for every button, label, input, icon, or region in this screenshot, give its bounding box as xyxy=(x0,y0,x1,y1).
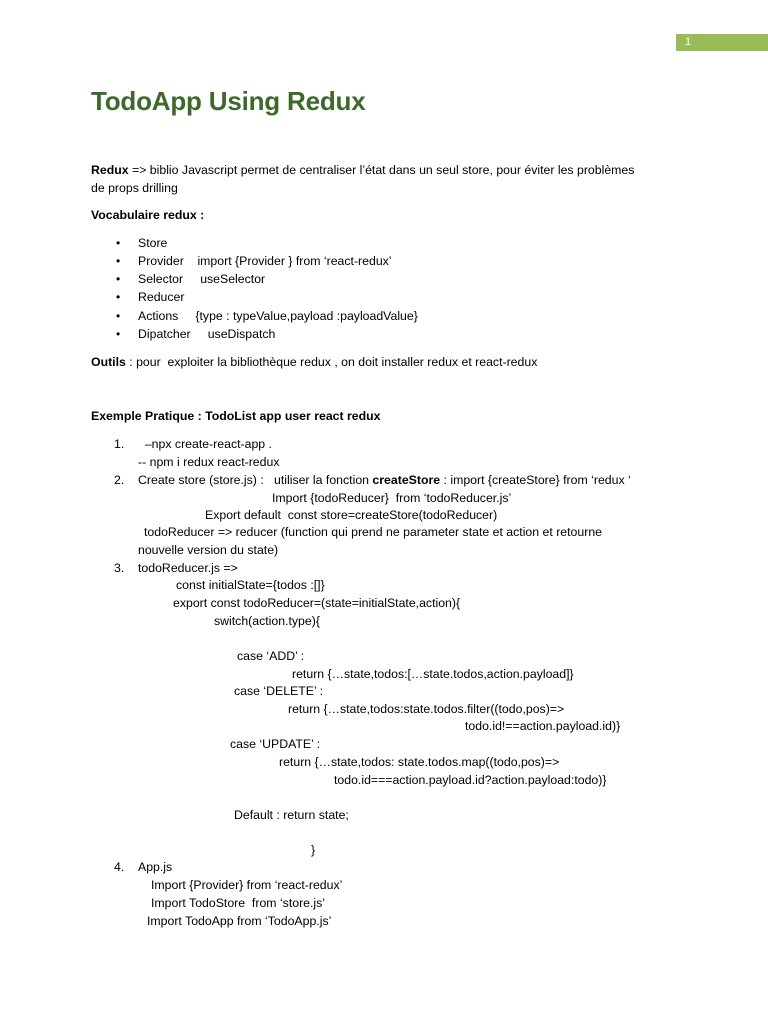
vocab-item-store: Store xyxy=(138,236,168,250)
outils-line xyxy=(91,353,537,371)
step2-line-4: todoReducer => reducer (function qui prend ne parameter state et action et retourne xyxy=(144,525,602,539)
step-number-2: 2. xyxy=(114,473,125,487)
step-number-1: 1. xyxy=(114,437,125,451)
step3-line: case ‘DELETE’ : xyxy=(234,684,324,698)
outils-text: : pour exploiter la bibliothèque redux , on doit installer redux et react-redux xyxy=(125,355,538,369)
step1-line-2: -- npm i redux react-redux xyxy=(138,455,280,469)
vocab-item-selector: Selector useSelector xyxy=(138,272,266,286)
step2-suffix: : import {createStore} from ‘redux ‘ xyxy=(440,473,631,487)
step3-line: switch(action.type){ xyxy=(214,614,320,628)
bullet-icon: • xyxy=(116,236,121,250)
bullet-icon: • xyxy=(116,254,121,268)
step3-line: Default : return state; xyxy=(234,808,349,822)
step2-bold: createStore xyxy=(372,473,441,487)
step4-line: Import {Provider} from ‘react-redux’ xyxy=(151,878,343,892)
outils-term: Outils xyxy=(91,355,126,369)
step3-line: } xyxy=(311,843,316,857)
step1-line-1: –npx create-react-app . xyxy=(138,437,272,451)
step-number-4: 4. xyxy=(114,860,125,874)
vocab-item-provider: Provider import {Provider } from ‘react-redux’ xyxy=(138,254,392,268)
intro-line-1 xyxy=(91,161,634,179)
step2-line-5: nouvelle version du state) xyxy=(138,543,279,557)
step2-line-1 xyxy=(138,471,631,489)
bullet-icon: • xyxy=(116,309,121,323)
bullet-icon: • xyxy=(116,327,121,341)
step3-line: case ‘ADD’ : xyxy=(237,649,305,663)
step4-line: Import TodoStore from ‘store.js’ xyxy=(151,896,326,910)
step4-line: Import TodoApp from ‘TodoApp.js’ xyxy=(147,914,332,928)
step3-line: const initialState={todos :[]} xyxy=(176,578,325,592)
step3-line: case ‘UPDATE’ : xyxy=(230,737,321,751)
intro-line-2: de props drilling xyxy=(91,181,178,195)
intro-term: Redux xyxy=(91,163,129,177)
example-heading: Exemple Pratique : TodoList app user react redux xyxy=(91,409,381,423)
step2-line-2: Import {todoReducer} from ‘todoReducer.js’ xyxy=(272,491,512,505)
step4-line: App.js xyxy=(138,860,173,874)
step2-prefix: Create store (store.js) : utiliser la fonction xyxy=(138,473,373,487)
step3-line: export const todoReducer=(state=initialState,action){ xyxy=(173,596,461,610)
step3-line: todoReducer.js => xyxy=(138,561,238,575)
vocab-heading: Vocabulaire redux : xyxy=(91,208,205,222)
step3-line: return {…state,todos: state.todos.map((todo,pos)=> xyxy=(279,755,560,769)
vocab-item-reducer: Reducer xyxy=(138,290,185,304)
step3-line: todo.id===action.payload.id?action.payload:todo)} xyxy=(334,773,607,787)
document-title: TodoApp Using Redux xyxy=(91,86,366,116)
bullet-icon: • xyxy=(116,290,121,304)
bullet-icon: • xyxy=(116,272,121,286)
vocab-item-dispatcher: Dipatcher useDispatch xyxy=(138,327,276,341)
step3-line: return {…state,todos:[…state.todos,action.payload]} xyxy=(292,667,574,681)
step3-line: todo.id!==action.payload.id)} xyxy=(465,719,621,733)
vocab-item-actions: Actions {type : typeValue,payload :payloadValue} xyxy=(138,309,418,323)
step3-line: return {…state,todos:state.todos.filter((todo,pos)=> xyxy=(288,702,565,716)
step2-line-3: Export default const store=createStore(todoReducer) xyxy=(205,508,498,522)
intro-text-1: => biblio Javascript permet de centraliser l’état dans un seul store, pour éviter les problèmes xyxy=(128,163,635,177)
step-number-3: 3. xyxy=(114,561,125,575)
page-number: 1 xyxy=(676,34,768,51)
